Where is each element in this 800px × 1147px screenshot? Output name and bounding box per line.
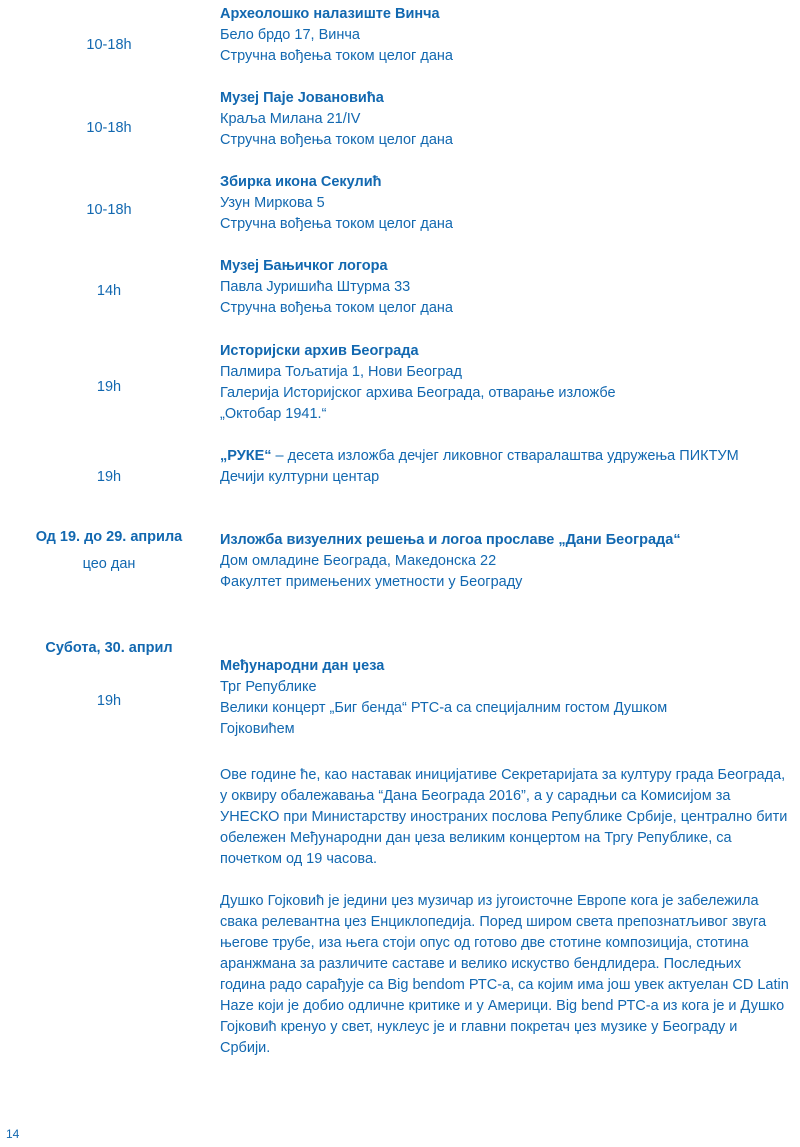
paragraph [220, 891, 790, 1059]
paragraph-line: Big bend РТС-а из кога је и Душко Гојковић кренуо у свет, нуклеус је и главни [220, 998, 785, 1035]
exhibition-entry [220, 530, 790, 593]
event-time: 10-18h [86, 120, 132, 136]
paragraph-line: Београда, у оквиру обалежавања “Дана Београда 2016”, а у сарадњи са [220, 767, 786, 804]
event-note: Стручна вођења током целог дана [220, 132, 453, 148]
date-heading: Субота, 30. април [45, 640, 173, 656]
event-note: Стручна вођења током целог дана [220, 216, 453, 232]
paragraph-line: Душко Гојковић је једини џез музичар из југоисточне Европе кога је [220, 893, 674, 909]
event-entry [220, 256, 790, 319]
event-address: Узун Миркова 5 [220, 195, 325, 211]
event-title: Историјски архив Београда [220, 343, 419, 359]
event-time: цео дан [82, 556, 136, 572]
page-number: 14 [6, 1127, 20, 1141]
event-address: Дом омладине Београда, Македонска 22 [220, 553, 497, 569]
paragraph-line: Комисијом за УНЕСКО при Министарству иностраних послова Републике [220, 788, 731, 825]
event-venue: Дечији културни центар [220, 469, 380, 485]
event-entry [220, 4, 790, 67]
event-title: Археолошко налазиште Винча [220, 6, 440, 22]
event-title-rest: – десета изложба дечјег ликовног стваралаштва удружења ПИКТУМ [271, 448, 739, 464]
event-entry [220, 341, 790, 425]
event-note: Факултет примењених уметности у Београду [220, 574, 523, 590]
paragraph [220, 765, 790, 870]
event-time: 19h [96, 469, 122, 485]
event-note: Велики концерт „Биг бенда“ РТС-а са специјалним гостом Душком [220, 700, 668, 716]
paragraph-line: искуство бендлидера. [511, 956, 660, 972]
event-time: 10-18h [86, 202, 132, 218]
event-title: Збирка икона Секулић [220, 174, 382, 190]
event-note: Стручна вођења током целог дана [220, 300, 453, 316]
event-address: Бело брдо 17, Винча [220, 27, 360, 43]
event-address: Краља Милана 21/IV [220, 111, 361, 127]
event-title: Музеј Паје Јовановића [220, 90, 384, 106]
event-time: 14h [96, 283, 122, 299]
event-title: Музеј Бањичког логора [220, 258, 388, 274]
event-note: „Октобар 1941.“ [220, 406, 327, 422]
event-entry [220, 88, 790, 151]
event-entry [220, 446, 790, 488]
paragraph-line: забележила свака релевантна џез Енциклопедија. Поред широм света [220, 893, 759, 930]
event-title: Међународни дан џеза [220, 658, 385, 674]
paragraph-line: Србије, централно бити обележен Међународни дан џеза великим [220, 809, 788, 846]
event-note: Галерија Историјског архива Београда, отварање изложбе [220, 385, 616, 401]
paragraph-line: концертом на Тргу Републике, са почетком од 19 часова. [220, 830, 732, 867]
paragraph-line: препознатљивог звуга његове трубе, иза њега стоји опус од готово две [220, 914, 767, 951]
event-address: Павла Јуришића Штурма 33 [220, 279, 411, 295]
event-title: Изложба визуелних решења и логоа прославе „Дани Београда“ [220, 532, 681, 548]
event-address: Палмира Тољатија 1, Нови Београд [220, 364, 462, 380]
paragraph-line: стотине композиција, стотина аранжмана за различите саставе и велико [220, 935, 749, 972]
jazz-entry [220, 656, 790, 740]
date-heading: Од 19. до 29. априла [35, 529, 183, 545]
paragraph-line: Последњих година радо сарађује са Big bendom РТС-а, са којим има још [220, 956, 742, 993]
paragraph-line: Ове године ће, као наставак иницијативе Секретаријата за културу града [220, 767, 714, 783]
event-time: 19h [96, 693, 122, 709]
event-address: Трг Републике [220, 679, 317, 695]
event-time: 10-18h [86, 37, 132, 53]
event-entry [220, 172, 790, 235]
paragraph-line: увек актуелан CD Latin Haze који је добио одличне критике и у Америци. [220, 977, 789, 1014]
paragraph-line: покретач џез музике у Београду и Србији. [220, 1019, 738, 1056]
event-title: „РУКЕ“ [220, 448, 272, 464]
event-note: Стручна вођења током целог дана [220, 48, 453, 64]
event-time: 19h [96, 379, 122, 395]
event-note: Гојковићем [220, 721, 295, 737]
